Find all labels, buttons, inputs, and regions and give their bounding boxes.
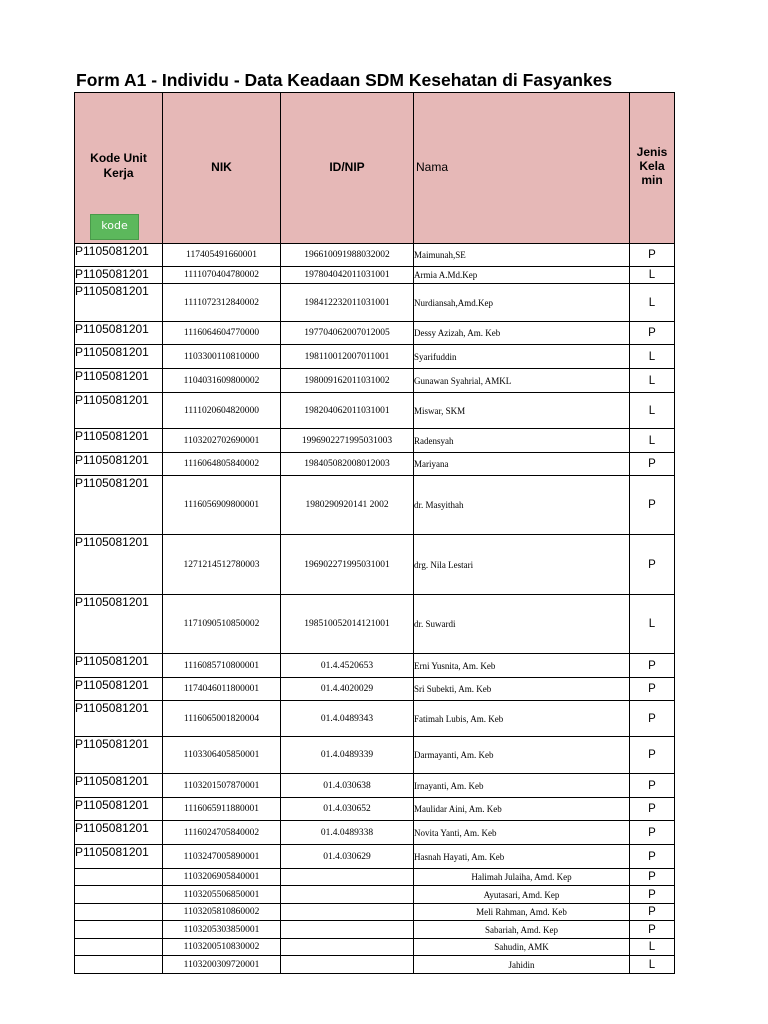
cell-nama: dr. Masyithah bbox=[414, 476, 630, 535]
cell-nip: 01.4.030638 bbox=[281, 774, 414, 798]
cell-nik: 1104031609800002 bbox=[163, 369, 281, 393]
cell-nip: 198009162011031002 bbox=[281, 369, 414, 393]
cell-nama: Maulidar Aini, Am. Keb bbox=[414, 798, 630, 821]
cell-nip: 196902271995031001 bbox=[281, 535, 414, 595]
cell-nik: 1116065911880001 bbox=[163, 798, 281, 821]
cell-kode-unit: P1105081201 bbox=[75, 595, 163, 654]
header-nik-label: NIK bbox=[211, 160, 232, 174]
cell-jenis-kelamin: P bbox=[630, 921, 675, 939]
cell-jenis-kelamin: P bbox=[630, 869, 675, 886]
table-row bbox=[75, 886, 675, 904]
cell-nama: dr. Suwardi bbox=[414, 595, 630, 654]
cell-jenis-kelamin: L bbox=[630, 956, 675, 974]
cell-kode-unit: P1105081201 bbox=[75, 678, 163, 701]
cell-kode-unit bbox=[75, 886, 163, 904]
table-row bbox=[75, 322, 675, 345]
cell-nik: 1103200309720001 bbox=[163, 956, 281, 974]
form-title: Form A1 - Individu - Data Keadaan SDM Kesehatan di Fasyankes bbox=[76, 70, 613, 90]
cell-jenis-kelamin: L bbox=[630, 429, 675, 453]
cell-kode-unit: P1105081201 bbox=[75, 821, 163, 845]
cell-nama: Fatimah Lubis, Am. Keb bbox=[414, 701, 630, 737]
cell-jenis-kelamin: L bbox=[630, 393, 675, 429]
cell-nik: 1116024705840002 bbox=[163, 821, 281, 845]
cell-kode-unit bbox=[75, 921, 163, 939]
header-nama-label: Nama bbox=[416, 160, 449, 174]
table-row bbox=[75, 678, 675, 701]
cell-nip: 01.4.0489343 bbox=[281, 701, 414, 737]
table-row bbox=[75, 869, 675, 886]
cell-nik: 1103247005890001 bbox=[163, 845, 281, 869]
cell-kode-unit: P1105081201 bbox=[75, 845, 163, 869]
table-row bbox=[75, 267, 675, 284]
header-nip bbox=[281, 93, 414, 244]
cell-kode-unit: P1105081201 bbox=[75, 429, 163, 453]
cell-nik: 117405491660001 bbox=[163, 244, 281, 267]
cell-nama: Gunawan Syahrial, AMKL bbox=[414, 369, 630, 393]
cell-nama: Irnayanti, Am. Keb bbox=[414, 774, 630, 798]
table-row bbox=[75, 821, 675, 845]
cell-kode-unit: P1105081201 bbox=[75, 798, 163, 821]
cell-nama: Ayutasari, Amd. Kep bbox=[414, 886, 630, 904]
cell-kode-unit: P1105081201 bbox=[75, 267, 163, 284]
cell-nama: Maimunah,SE bbox=[414, 244, 630, 267]
cell-jenis-kelamin: P bbox=[630, 678, 675, 701]
cell-nama: Meli Rahman, Amd. Keb bbox=[414, 904, 630, 921]
cell-jenis-kelamin: P bbox=[630, 798, 675, 821]
cell-nik: 1103200510830002 bbox=[163, 939, 281, 956]
cell-nik: 1111070404780002 bbox=[163, 267, 281, 284]
cell-kode-unit bbox=[75, 956, 163, 974]
cell-kode-unit: P1105081201 bbox=[75, 345, 163, 369]
header-nik bbox=[163, 93, 281, 244]
cell-nama: Jahidin bbox=[414, 956, 630, 974]
cell-nik: 1103205810860002 bbox=[163, 904, 281, 921]
cell-nik: 1103205303850001 bbox=[163, 921, 281, 939]
table-row bbox=[75, 774, 675, 798]
header-row bbox=[75, 93, 675, 244]
header-nama bbox=[414, 93, 630, 244]
cell-nik: 1111072312840002 bbox=[163, 284, 281, 322]
cell-kode-unit bbox=[75, 939, 163, 956]
sdm-table bbox=[74, 92, 675, 974]
header-jenis-kelamin bbox=[630, 93, 675, 244]
cell-nama: Syarifuddin bbox=[414, 345, 630, 369]
table-row bbox=[75, 535, 675, 595]
cell-nip bbox=[281, 956, 414, 974]
table-row bbox=[75, 956, 675, 974]
cell-nama: Sabariah, Amd. Kep bbox=[414, 921, 630, 939]
cell-nik: 1103201507870001 bbox=[163, 774, 281, 798]
cell-jenis-kelamin: P bbox=[630, 737, 675, 774]
cell-jenis-kelamin: L bbox=[630, 284, 675, 322]
header-jk-label: Jenis Kela min bbox=[636, 145, 668, 187]
cell-nama: Erni Yusnita, Am. Keb bbox=[414, 654, 630, 678]
cell-nik: 1116056909800001 bbox=[163, 476, 281, 535]
cell-nip: 01.4.0489339 bbox=[281, 737, 414, 774]
cell-kode-unit: P1105081201 bbox=[75, 244, 163, 267]
table-row bbox=[75, 939, 675, 956]
cell-nik: 1103300110810000 bbox=[163, 345, 281, 369]
cell-jenis-kelamin: P bbox=[630, 322, 675, 345]
cell-kode-unit bbox=[75, 869, 163, 886]
cell-nama: Dessy Azizah, Am. Keb bbox=[414, 322, 630, 345]
cell-nik: 1103202702690001 bbox=[163, 429, 281, 453]
cell-nip: 197704062007012005 bbox=[281, 322, 414, 345]
cell-nik: 1116085710800001 bbox=[163, 654, 281, 678]
cell-nik: 1174046011800001 bbox=[163, 678, 281, 701]
cell-nik: 1116064805840002 bbox=[163, 453, 281, 476]
header-nip-label: ID/NIP bbox=[329, 160, 365, 174]
table-row bbox=[75, 393, 675, 429]
cell-nip: 01.4.0489338 bbox=[281, 821, 414, 845]
cell-jenis-kelamin: L bbox=[630, 369, 675, 393]
cell-kode-unit: P1105081201 bbox=[75, 737, 163, 774]
cell-nip: 198510052014121001 bbox=[281, 595, 414, 654]
cell-kode-unit bbox=[75, 904, 163, 921]
cell-nip bbox=[281, 939, 414, 956]
cell-nama: Radensyah bbox=[414, 429, 630, 453]
cell-nip: 198412232011031001 bbox=[281, 284, 414, 322]
cell-nip bbox=[281, 921, 414, 939]
header-kode-unit-kerja bbox=[75, 93, 163, 244]
cell-kode-unit: P1105081201 bbox=[75, 393, 163, 429]
cell-kode-unit: P1105081201 bbox=[75, 654, 163, 678]
cell-jenis-kelamin: P bbox=[630, 453, 675, 476]
cell-kode-unit: P1105081201 bbox=[75, 476, 163, 535]
cell-nip: 197804042011031001 bbox=[281, 267, 414, 284]
table-row bbox=[75, 737, 675, 774]
cell-nip bbox=[281, 904, 414, 921]
table-row bbox=[75, 476, 675, 535]
table-row bbox=[75, 453, 675, 476]
table-row bbox=[75, 921, 675, 939]
cell-jenis-kelamin: L bbox=[630, 267, 675, 284]
cell-jenis-kelamin: L bbox=[630, 939, 675, 956]
cell-nip: 01.4.4020029 bbox=[281, 678, 414, 701]
cell-jenis-kelamin: P bbox=[630, 845, 675, 869]
cell-nama: Armia A.Md.Kep bbox=[414, 267, 630, 284]
cell-nama: Sri Subekti, Am. Keb bbox=[414, 678, 630, 701]
cell-kode-unit: P1105081201 bbox=[75, 701, 163, 737]
cell-nama: Darmayanti, Am. Keb bbox=[414, 737, 630, 774]
table-row bbox=[75, 595, 675, 654]
cell-nip: 01.4.030629 bbox=[281, 845, 414, 869]
cell-nip bbox=[281, 886, 414, 904]
cell-nik: 1116065001820004 bbox=[163, 701, 281, 737]
cell-jenis-kelamin: L bbox=[630, 345, 675, 369]
cell-jenis-kelamin: P bbox=[630, 476, 675, 535]
table-row bbox=[75, 284, 675, 322]
cell-kode-unit: P1105081201 bbox=[75, 369, 163, 393]
cell-kode-unit: P1105081201 bbox=[75, 535, 163, 595]
cell-jenis-kelamin: P bbox=[630, 244, 675, 267]
cell-nip: 198204062011031001 bbox=[281, 393, 414, 429]
table-row bbox=[75, 345, 675, 369]
table-row bbox=[75, 244, 675, 267]
header-kode-label: Kode Unit Kerja bbox=[90, 151, 147, 180]
cell-nip: 01.4.4520653 bbox=[281, 654, 414, 678]
cell-nip bbox=[281, 869, 414, 886]
cell-jenis-kelamin: P bbox=[630, 654, 675, 678]
cell-jenis-kelamin: L bbox=[630, 595, 675, 654]
cell-nama: Novita Yanti, Am. Keb bbox=[414, 821, 630, 845]
cell-jenis-kelamin: P bbox=[630, 701, 675, 737]
cell-jenis-kelamin: P bbox=[630, 886, 675, 904]
kode-button[interactable]: kode bbox=[90, 214, 139, 240]
cell-nik: 1103306405850001 bbox=[163, 737, 281, 774]
cell-nip: 196610091988032002 bbox=[281, 244, 414, 267]
cell-kode-unit: P1105081201 bbox=[75, 453, 163, 476]
cell-nama: Miswar, SKM bbox=[414, 393, 630, 429]
cell-nama: drg. Nila Lestari bbox=[414, 535, 630, 595]
cell-nik: 1171090510850002 bbox=[163, 595, 281, 654]
table-row bbox=[75, 429, 675, 453]
cell-nik: 1116064604770000 bbox=[163, 322, 281, 345]
cell-nama: Mariyana bbox=[414, 453, 630, 476]
cell-nama: Sahudin, AMK bbox=[414, 939, 630, 956]
cell-nik: 1103206905840001 bbox=[163, 869, 281, 886]
cell-nip: 1980290920141 2002 bbox=[281, 476, 414, 535]
cell-jenis-kelamin: P bbox=[630, 774, 675, 798]
table-row bbox=[75, 904, 675, 921]
cell-kode-unit: P1105081201 bbox=[75, 284, 163, 322]
cell-nip: 198110012007011001 bbox=[281, 345, 414, 369]
cell-jenis-kelamin: P bbox=[630, 821, 675, 845]
cell-jenis-kelamin: P bbox=[630, 535, 675, 595]
cell-nip: 1996902271995031003 bbox=[281, 429, 414, 453]
cell-nama: Nurdiansah,Amd.Kep bbox=[414, 284, 630, 322]
cell-nama: Halimah Julaiha, Amd. Kep bbox=[414, 869, 630, 886]
cell-kode-unit: P1105081201 bbox=[75, 322, 163, 345]
table-row bbox=[75, 369, 675, 393]
table-row bbox=[75, 701, 675, 737]
cell-jenis-kelamin: P bbox=[630, 904, 675, 921]
table-row bbox=[75, 798, 675, 821]
table-row bbox=[75, 654, 675, 678]
cell-nama: Hasnah Hayati, Am. Keb bbox=[414, 845, 630, 869]
cell-nik: 1111020604820000 bbox=[163, 393, 281, 429]
cell-nik: 1271214512780003 bbox=[163, 535, 281, 595]
cell-nik: 1103205506850001 bbox=[163, 886, 281, 904]
table-row bbox=[75, 845, 675, 869]
cell-nip: 01.4.030652 bbox=[281, 798, 414, 821]
cell-kode-unit: P1105081201 bbox=[75, 774, 163, 798]
cell-nip: 198405082008012003 bbox=[281, 453, 414, 476]
